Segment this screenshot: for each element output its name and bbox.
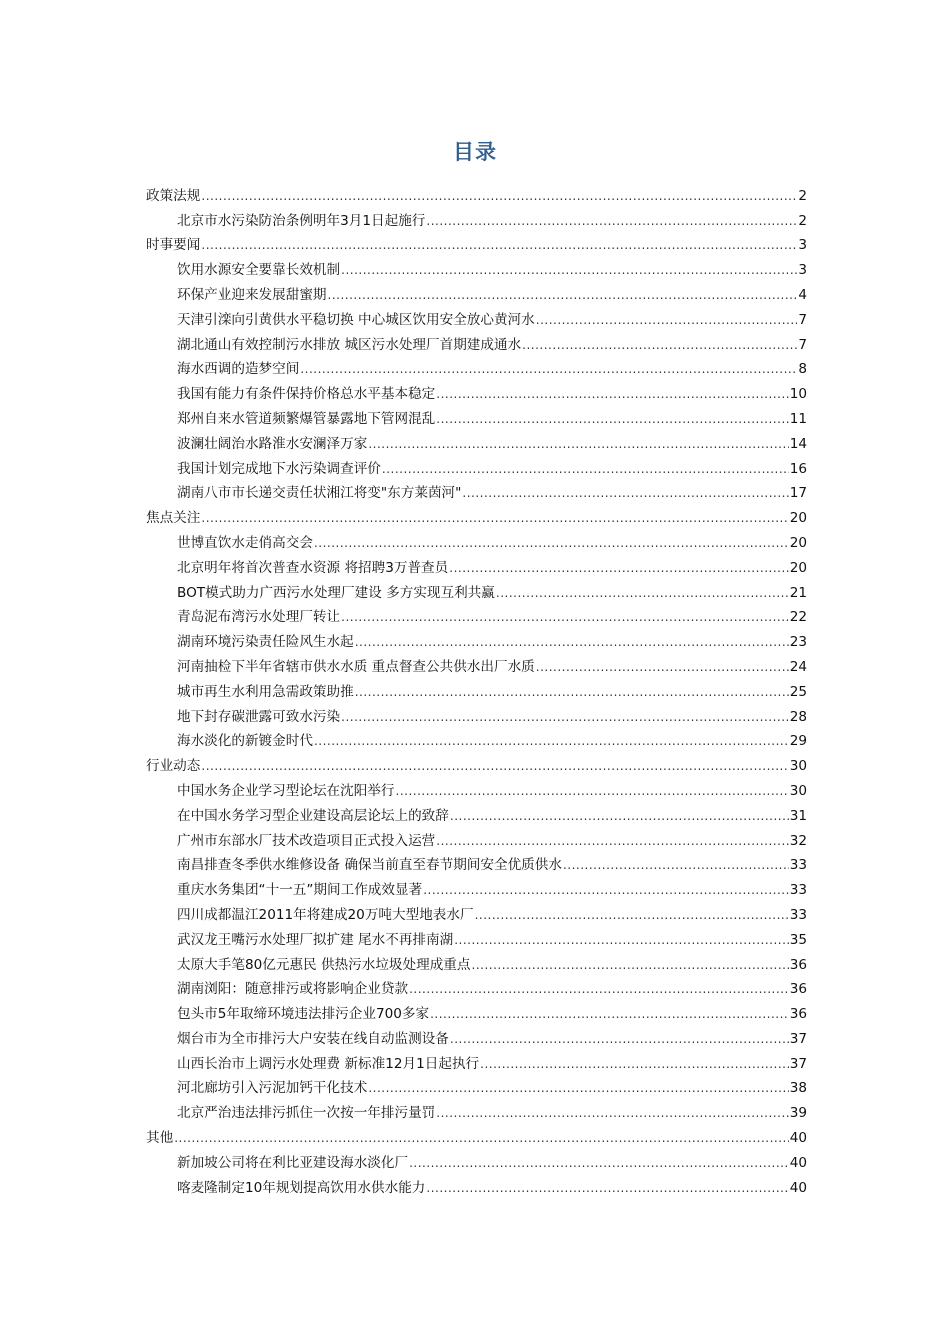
toc-entry-label: 中国水务企业学习型论坛在沈阳举行 bbox=[177, 782, 395, 799]
dot-leader bbox=[201, 236, 797, 254]
toc-entry-label: 行业动态 bbox=[146, 758, 201, 775]
toc-entry-page-number: 4 bbox=[798, 286, 807, 303]
toc-entry-page-number: 7 bbox=[798, 336, 807, 353]
toc-article-entry[interactable] bbox=[146, 403, 807, 428]
toc-article-entry[interactable] bbox=[146, 577, 807, 602]
toc-article-entry[interactable] bbox=[146, 453, 807, 478]
toc-entry-page-number: 36 bbox=[789, 981, 807, 998]
toc-entry-page-number: 8 bbox=[798, 361, 807, 378]
dot-leader bbox=[462, 484, 788, 502]
dot-leader bbox=[480, 1055, 789, 1073]
toc-entry-label: 地下封存碳泄露可致水污染 bbox=[177, 708, 341, 725]
dot-leader bbox=[409, 980, 789, 998]
dot-leader bbox=[436, 832, 788, 850]
toc-article-entry[interactable] bbox=[146, 850, 807, 875]
dot-leader bbox=[341, 261, 797, 279]
toc-entry-label: 我国有能力有条件保持价格总水平基本稳定 bbox=[177, 386, 436, 403]
toc-entry-label: 广州市东部水厂技术改造项目正式投入运营 bbox=[177, 832, 436, 849]
toc-entry-page-number: 2 bbox=[798, 187, 807, 204]
toc-article-entry[interactable] bbox=[146, 998, 807, 1023]
toc-entry-label: BOT模式助力广西污水处理厂建设 多方实现互利共赢 bbox=[177, 584, 495, 601]
dot-leader bbox=[201, 757, 788, 775]
toc-entry-label: 在中国水务学习型企业建设高层论坛上的致辞 bbox=[177, 807, 449, 824]
toc-entry-label: 北京市水污染防治条例明年3月1日起施行 bbox=[177, 212, 426, 229]
toc-article-entry[interactable] bbox=[146, 378, 807, 403]
toc-entry-label: 世博直饮水走俏高交会 bbox=[177, 534, 313, 551]
toc-entry-label: 波澜壮阔治水路淮水安澜泽万家 bbox=[177, 435, 368, 452]
dot-leader bbox=[436, 385, 788, 403]
toc-entry-page-number: 24 bbox=[789, 658, 807, 675]
dot-leader bbox=[563, 856, 789, 874]
toc-entry-label: 饮用水源安全要靠长效机制 bbox=[177, 262, 341, 279]
toc-entry-page-number: 36 bbox=[789, 956, 807, 973]
toc-entry-label: 湖南八市市长递交责任状湘江将变"东方莱茵河" bbox=[177, 485, 462, 502]
toc-title: 目录 bbox=[453, 140, 497, 164]
toc-entry-page-number: 10 bbox=[789, 386, 807, 403]
toc-entry-label: 海水淡化的新镀金时代 bbox=[177, 733, 313, 750]
toc-entry-page-number: 39 bbox=[789, 1105, 807, 1122]
toc-entry-page-number: 3 bbox=[798, 237, 807, 254]
toc-entry-page-number: 31 bbox=[789, 807, 807, 824]
dot-leader bbox=[536, 658, 789, 676]
dot-leader bbox=[409, 1154, 789, 1172]
dot-leader bbox=[368, 435, 788, 453]
toc-entry-label: 湖南浏阳：随意排污或将影响企业贷款 bbox=[177, 981, 409, 998]
toc-entry-label: 北京严治违法排污抓住一次按一年排污量罚 bbox=[177, 1105, 436, 1122]
toc-article-entry[interactable] bbox=[146, 354, 807, 379]
table-of-contents bbox=[146, 180, 807, 1197]
toc-article-entry[interactable] bbox=[146, 1073, 807, 1098]
toc-entry-page-number: 7 bbox=[798, 311, 807, 328]
dot-leader bbox=[430, 1005, 789, 1023]
dot-leader bbox=[355, 633, 789, 651]
toc-entry-label: 太原大手笔80亿元惠民 供热污水垃圾处理成重点 bbox=[177, 956, 471, 973]
dot-leader bbox=[449, 559, 788, 577]
dot-leader bbox=[536, 311, 798, 329]
toc-entry-page-number: 16 bbox=[789, 460, 807, 477]
toc-entry-page-number: 33 bbox=[789, 882, 807, 899]
toc-article-entry[interactable] bbox=[146, 1172, 807, 1197]
toc-entry-page-number: 2 bbox=[798, 212, 807, 229]
toc-entry-label: 时事要闻 bbox=[146, 237, 201, 254]
toc-entry-label: 其他 bbox=[146, 1130, 174, 1147]
toc-entry-page-number: 20 bbox=[789, 510, 807, 527]
toc-article-entry[interactable] bbox=[146, 304, 807, 329]
toc-article-entry[interactable] bbox=[146, 1023, 807, 1048]
toc-article-entry[interactable] bbox=[146, 527, 807, 552]
toc-article-entry[interactable] bbox=[146, 676, 807, 701]
toc-article-entry[interactable] bbox=[146, 626, 807, 651]
toc-article-entry[interactable] bbox=[146, 899, 807, 924]
dot-leader bbox=[475, 906, 789, 924]
toc-entry-page-number: 30 bbox=[789, 758, 807, 775]
dot-leader bbox=[341, 708, 789, 726]
toc-entry-page-number: 37 bbox=[789, 1055, 807, 1072]
toc-article-entry[interactable] bbox=[146, 428, 807, 453]
toc-article-entry[interactable] bbox=[146, 775, 807, 800]
toc-entry-page-number: 22 bbox=[789, 609, 807, 626]
dot-leader bbox=[328, 286, 798, 304]
toc-entry-label: 武汉龙王嘴污水处理厂拟扩建 尾水不再排南湖 bbox=[177, 931, 454, 948]
toc-entry-page-number: 20 bbox=[789, 559, 807, 576]
toc-article-entry[interactable] bbox=[146, 924, 807, 949]
dot-leader bbox=[382, 460, 789, 478]
toc-article-entry[interactable] bbox=[146, 874, 807, 899]
toc-article-entry[interactable] bbox=[146, 1097, 807, 1122]
toc-entry-page-number: 32 bbox=[789, 832, 807, 849]
toc-entry-label: 重庆水务集团“十一五”期间工作成效显著 bbox=[177, 882, 423, 899]
toc-article-entry[interactable] bbox=[146, 800, 807, 825]
toc-entry-label: 天津引滦向引黄供水平稳切换 中心城区饮用安全放心黄河水 bbox=[177, 311, 535, 328]
toc-section-entry[interactable] bbox=[146, 1122, 807, 1147]
toc-entry-page-number: 33 bbox=[789, 857, 807, 874]
toc-entry-page-number: 35 bbox=[789, 931, 807, 948]
toc-entry-page-number: 25 bbox=[789, 683, 807, 700]
toc-entry-label: 山西长治市上调污水处理费 新标准12月1日起执行 bbox=[177, 1055, 480, 1072]
dot-leader bbox=[450, 807, 789, 825]
toc-section-entry[interactable] bbox=[146, 750, 807, 775]
dot-leader bbox=[174, 1129, 789, 1147]
toc-entry-page-number: 23 bbox=[789, 634, 807, 651]
dot-leader bbox=[450, 1030, 789, 1048]
toc-article-entry[interactable] bbox=[146, 974, 807, 999]
toc-article-entry[interactable] bbox=[146, 1048, 807, 1073]
toc-entry-label: 新加坡公司将在利比亚建设海水淡化厂 bbox=[177, 1154, 409, 1171]
toc-entry-page-number: 3 bbox=[798, 262, 807, 279]
dot-leader bbox=[300, 360, 797, 378]
toc-entry-page-number: 28 bbox=[789, 708, 807, 725]
toc-entry-label: 环保产业迎来发展甜蜜期 bbox=[177, 286, 327, 303]
dot-leader bbox=[496, 584, 789, 602]
toc-article-entry[interactable] bbox=[146, 205, 807, 230]
toc-entry-page-number: 40 bbox=[789, 1154, 807, 1171]
toc-entry-label: 河北廊坊引入污泥加钙干化技术 bbox=[177, 1080, 368, 1097]
toc-article-entry[interactable] bbox=[146, 651, 807, 676]
dot-leader bbox=[423, 881, 789, 899]
toc-entry-label: 河南抽检下半年省辖市供水水质 重点督查公共供水出厂水质 bbox=[177, 658, 535, 675]
toc-article-entry[interactable] bbox=[146, 825, 807, 850]
toc-article-entry[interactable] bbox=[146, 254, 807, 279]
dot-leader bbox=[355, 683, 789, 701]
dot-leader bbox=[201, 509, 788, 527]
toc-article-entry[interactable] bbox=[146, 329, 807, 354]
toc-entry-page-number: 40 bbox=[789, 1130, 807, 1147]
toc-entry-label: 南昌排查冬季供水维修设备 确保当前直至春节期间安全优质供水 bbox=[177, 857, 562, 874]
dot-leader bbox=[426, 212, 797, 230]
toc-entry-label: 北京明年将首次普查水资源 将招聘3万普查员 bbox=[177, 559, 449, 576]
toc-article-entry[interactable] bbox=[146, 701, 807, 726]
toc-entry-label: 湖北通山有效控制污水排放 城区污水处理厂首期建成通水 bbox=[177, 336, 522, 353]
dot-leader bbox=[341, 608, 789, 626]
toc-entry-page-number: 40 bbox=[789, 1179, 807, 1196]
toc-entry-label: 郑州自来水管道频繁爆管暴露地下管网混乱 bbox=[177, 410, 436, 427]
toc-entry-page-number: 30 bbox=[789, 782, 807, 799]
dot-leader bbox=[201, 187, 797, 205]
toc-entry-label: 海水西调的造梦空间 bbox=[177, 361, 300, 378]
toc-entry-page-number: 21 bbox=[789, 584, 807, 601]
toc-article-entry[interactable] bbox=[146, 726, 807, 751]
dot-leader bbox=[522, 336, 797, 354]
toc-entry-label: 喀麦隆制定10年规划提高饮用水供水能力 bbox=[177, 1179, 426, 1196]
dot-leader bbox=[436, 410, 788, 428]
toc-entry-page-number: 29 bbox=[789, 733, 807, 750]
dot-leader bbox=[454, 931, 788, 949]
toc-article-entry[interactable] bbox=[146, 949, 807, 974]
toc-entry-page-number: 38 bbox=[789, 1080, 807, 1097]
toc-entry-page-number: 36 bbox=[789, 1006, 807, 1023]
toc-entry-label: 城市再生水利用急需政策助推 bbox=[177, 683, 354, 700]
toc-entry-page-number: 11 bbox=[789, 410, 807, 427]
toc-entry-label: 政策法规 bbox=[146, 187, 201, 204]
toc-entry-label: 包头市5年取缔环境违法排污企业700多家 bbox=[177, 1006, 430, 1023]
toc-entry-page-number: 33 bbox=[789, 906, 807, 923]
toc-entry-page-number: 17 bbox=[789, 485, 807, 502]
dot-leader bbox=[314, 732, 789, 750]
toc-entry-label: 四川成都温江2011年将建成20万吨大型地表水厂 bbox=[177, 906, 474, 923]
toc-entry-label: 焦点关注 bbox=[146, 510, 201, 527]
toc-article-entry[interactable] bbox=[146, 1147, 807, 1172]
toc-entry-page-number: 20 bbox=[789, 534, 807, 551]
toc-entry-page-number: 37 bbox=[789, 1030, 807, 1047]
toc-entry-label: 烟台市为全市排污大户安装在线自动监测设备 bbox=[177, 1030, 449, 1047]
toc-article-entry[interactable] bbox=[146, 478, 807, 503]
dot-leader bbox=[396, 782, 789, 800]
dot-leader bbox=[436, 1104, 788, 1122]
toc-article-entry[interactable] bbox=[146, 279, 807, 304]
toc-entry-label: 我国计划完成地下水污染调查评价 bbox=[177, 460, 381, 477]
dot-leader bbox=[426, 1179, 788, 1197]
toc-article-entry[interactable] bbox=[146, 602, 807, 627]
toc-entry-page-number: 14 bbox=[789, 435, 807, 452]
toc-section-entry[interactable] bbox=[146, 502, 807, 527]
toc-entry-label: 湖南环境污染责任险风生水起 bbox=[177, 634, 354, 651]
dot-leader bbox=[472, 956, 789, 974]
toc-entry-label: 青岛泥布湾污水处理厂转让 bbox=[177, 609, 341, 626]
dot-leader bbox=[314, 534, 789, 552]
toc-article-entry[interactable] bbox=[146, 552, 807, 577]
toc-section-entry[interactable] bbox=[146, 230, 807, 255]
dot-leader bbox=[368, 1079, 788, 1097]
toc-section-entry[interactable] bbox=[146, 180, 807, 205]
